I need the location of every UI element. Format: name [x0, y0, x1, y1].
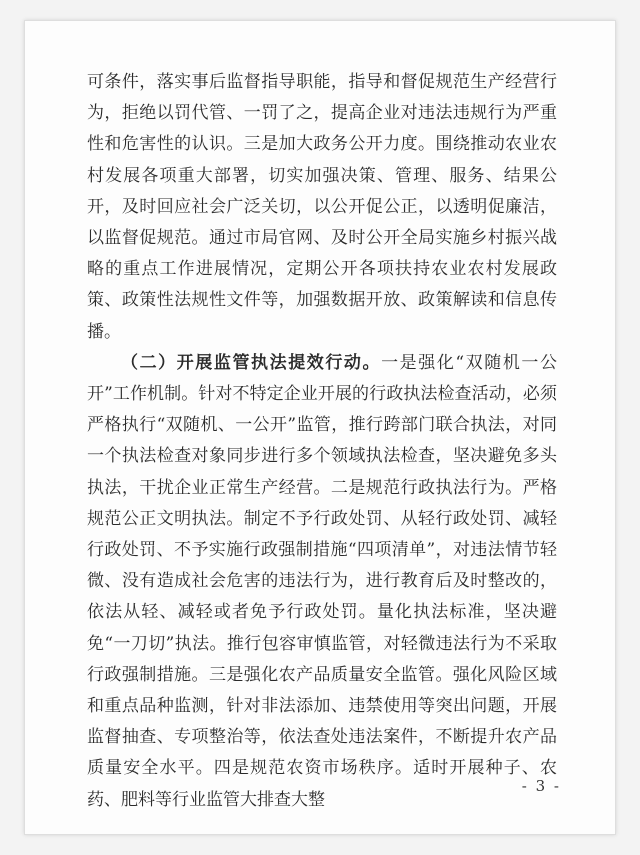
section-heading: （二）开展监管执法提效行动。 [121, 352, 382, 373]
section-body: 一是强化“双随机一公开”工作机制。针对不特定企业开展的行政执法检查活动，必须严格执行“双随机、一公开”监管，推行跨部门联合执法，对同一个执法检查对象同步进行多个领域执法检查，坚决避免多头执法，干扰企业正常生产经营。二是规范行政执法行为。严格规范公正文明执法。制定不予行政处罚、从轻行政处罚、减轻行政处罚、不予实施行政强制措施“四项清单”，对违法情节轻微、没有造成社会危害的违法行为，进行教育后及时整改的，依法从轻、减轻或者免予行政处罚。量化执法标准，坚决避免“一刀切”执法。推行包容审慎监管，对轻微违法行为不采取行政强制措施。三是强化农产品质量安全监管。强化风险区域和重点品种监测，针对非法添加、违禁使用等突出问题，开展监督抽查、专项整治等，依法查处违法案件，不断提升农产品质量安全水平。四是规范农资市场秩序。适时开展种子、农药、肥料等行业监管大排查大整 [87, 352, 557, 810]
document-body [87, 67, 557, 816]
page-number: - 3 - [521, 777, 561, 795]
paragraph-continued: 可条件，落实事后监督指导职能，指导和督促规范生产经营行为，拒绝以罚代管、一罚了之，提高企业对违法违规行为严重性和危害性的认识。三是加大政务公开力度。围绕推动农业农村发展各项重大部署，切实加强决策、管理、服务、结果公开，及时回应社会广泛关切，以公开促公正，以透明促廉洁，以监督促规范。通过市局官网、及时公开全局实施乡村振兴战略的重点工作进展情况，定期公开各项扶持农业农村发展政策、政策性法规性文件等，加强数据开放、政策解读和信息传播。 [87, 72, 557, 342]
paragraph-section-two [87, 348, 557, 816]
document-page [24, 20, 616, 835]
